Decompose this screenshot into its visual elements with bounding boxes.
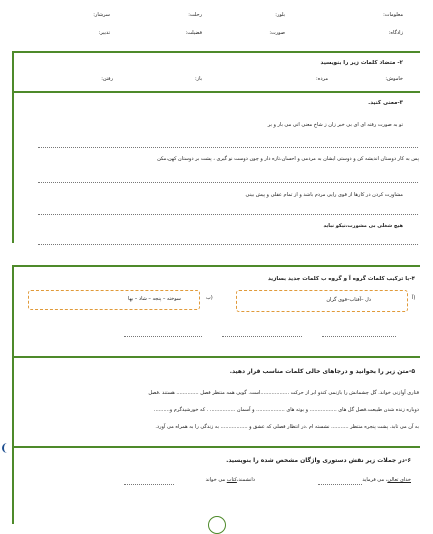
group-a-words: دل –آفتاب–قوی گران [326,297,371,303]
answer-line[interactable] [124,336,202,337]
answer-line[interactable] [124,484,174,485]
prose-line: مشاورت کردن در کارها از قوی رایی مردم باشد و از تمام عقلی و پیش بینی [245,192,403,198]
section-border [12,265,14,357]
passage-line: به آن می تابد. پشت پنجره منتظر ........... نشسته ام .در انتظار فصلی که عشق و ................. به زندگی را به همراه می آورد. [155,424,419,430]
group-b-label: ب) [206,295,213,301]
prose-line: پس به کار دوستان اندیشه کن و دوستی ایشان به مردمی و احسان،تازه دار و چون دوست نو گیری ، پشت بر دوستان کهن،مکن [157,156,419,162]
page-badge [208,516,226,534]
answer-line[interactable] [322,336,396,337]
sentence-1 [362,478,411,483]
prose-line: هیچ شغلی بی مشورت،نیکو نباید [323,223,403,229]
question-title: ۶-در جملات زیر نقش دستوری واژگان مشخص شده را بنویسید. [226,457,411,464]
antonym-item: مرده: [316,76,328,82]
sentence-rest: ، می فرماید [362,477,388,483]
vocab-word: صورت: [269,30,285,36]
antonym-item: خاموش: [385,76,403,82]
answer-line[interactable] [38,214,418,215]
section-border [12,91,14,243]
answer-line[interactable] [222,336,302,337]
answer-line[interactable] [38,244,418,245]
answer-line[interactable] [38,147,418,148]
poem-line: تو به صورت رفته ای ای بی خبر زان ز شاخ معنی اتی می بار و بر [267,122,403,128]
vocab-word: معلومات: [383,12,403,18]
section-divider [12,91,420,93]
section-divider [12,51,420,53]
question-title: ۲- متضاد کلمات زیر را بنویسید [320,60,403,66]
vocab-word: تدبیر: [98,30,110,36]
group-b-box [28,290,200,310]
antonym-item: رفتن: [101,76,113,82]
question-title: ۴-با ترکیب کلمات گروه آ و گروه ب کلمات جدید بسازید [267,276,415,282]
vocab-word: زادگاه: [388,30,403,36]
sentence-rest: می خواند [205,477,227,483]
question-title: ۵-متن زیر را بخوانید و درجاهای خالی کلمات مناسب قرار دهید. [229,368,415,375]
group-a-label: آ) [412,295,416,301]
vocab-word: بلور: [275,12,285,18]
vocab-word: سرشار: [93,12,110,18]
section-divider [12,265,420,267]
sentence-pre: دانشمند، [236,477,255,483]
question-title: ۳-معنی کنید. [368,100,403,106]
section-divider [12,356,420,358]
answer-line[interactable] [318,484,362,485]
side-mark [2,443,12,453]
group-b-words: سوخته – پنجه – شاد – بها [127,296,181,302]
vocab-word: فضیلت: [185,30,202,36]
section-border [12,446,14,524]
vocab-word: رحلت: [188,12,202,18]
passage-line: دوباره زنده شدن طبیعت.فصل گل های ................. و بوته های .................. و آسمان ................ . که خورشیدگرم و.......... [153,407,419,413]
underlined-word: کتاب [226,477,237,483]
sentence-2 [206,478,255,483]
passage-line: قناری آوازنی خواند. گل چشمانش را بازنمی کندو ابر از حرکت ..................است. گویی همه منتظر فصل .............. هستند .فصل [148,390,419,396]
underlined-word: خدای تعالی [387,477,411,483]
section-divider [12,446,420,448]
antonym-item: باز: [194,76,202,82]
section-border [12,356,14,446]
section-border [12,51,14,91]
answer-line[interactable] [38,182,418,183]
group-a-box [236,290,408,312]
